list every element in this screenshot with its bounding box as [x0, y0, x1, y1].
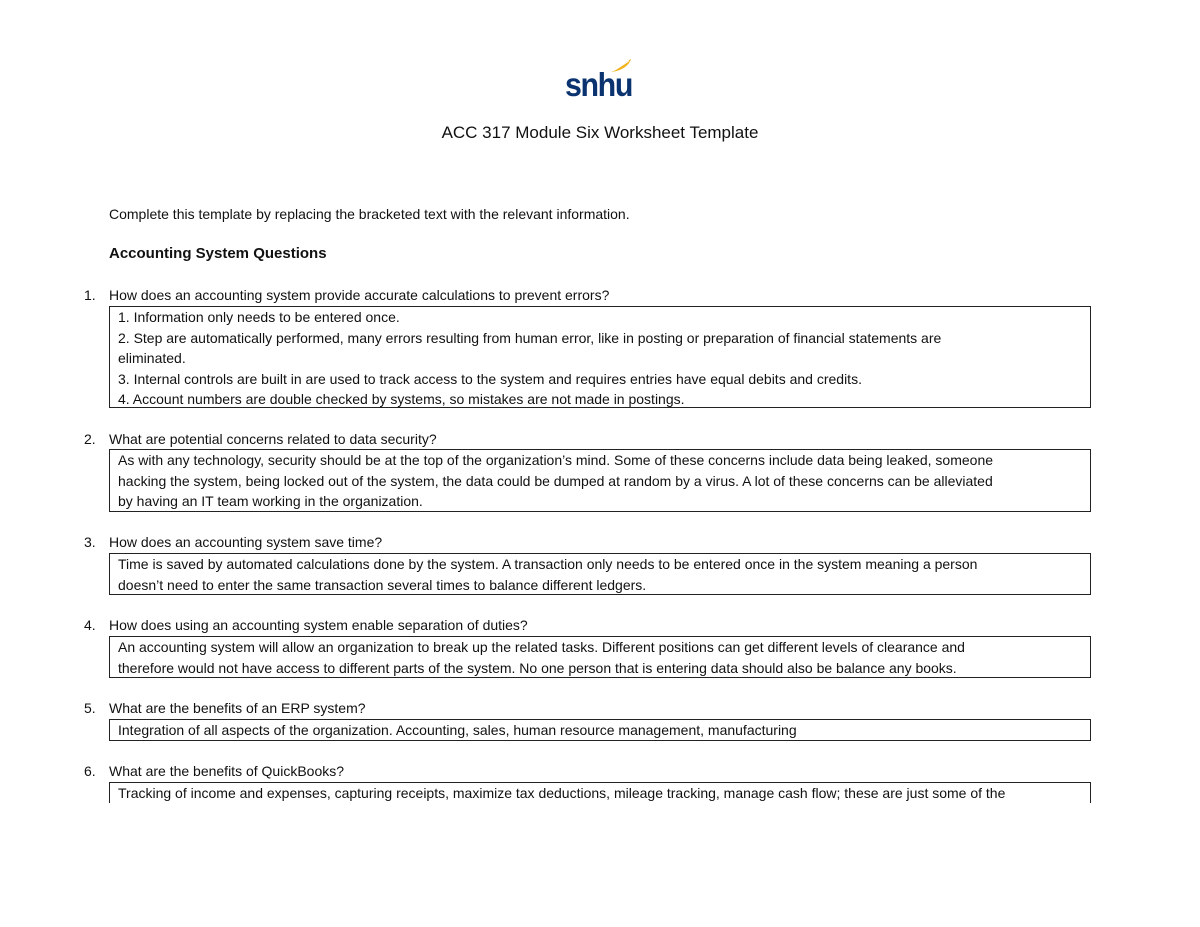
question-text: How does an accounting system save time?: [109, 534, 383, 550]
section-heading: Accounting System Questions: [109, 245, 327, 262]
logo-text: snhu: [565, 66, 633, 103]
answer-line: 2. Step are automatically performed, many errors resulting from human error, like in posting or preparation of financial statements are: [118, 329, 942, 346]
question-number: 5.: [84, 700, 96, 716]
answer-line: 4. Account numbers are double checked by systems, so mistakes are not made in postings.: [118, 391, 685, 407]
answer-line: Integration of all aspects of the organization. Accounting, sales, human resource management, manufacturing: [118, 722, 797, 738]
answer-box-3[interactable]: [109, 553, 1091, 595]
answer-box-6[interactable]: [109, 782, 1091, 803]
snhu-logo: [565, 58, 633, 104]
answer-box-5[interactable]: [109, 719, 1091, 741]
answer-line: Tracking of income and expenses, capturing receipts, maximize tax deductions, mileage tracking, manage cash flow; these are just some of the: [118, 785, 1006, 801]
answer-line: As with any technology, security should be at the top of the organization’s mind. Some of these concerns include data being leaked, someone: [118, 452, 994, 468]
answer-line: doesn’t need to enter the same transaction several times to balance different ledgers.: [118, 576, 647, 593]
question-text: How does an accounting system provide accurate calculations to prevent errors?: [109, 287, 610, 303]
question-number: 4.: [84, 617, 96, 633]
question-text: What are the benefits of an ERP system?: [109, 700, 366, 716]
answer-box-4[interactable]: [109, 636, 1091, 678]
answer-box-1[interactable]: [109, 306, 1091, 408]
question-text: What are the benefits of QuickBooks?: [109, 763, 345, 779]
question-number: 2.: [84, 431, 96, 447]
question-text: How does using an accounting system enable separation of duties?: [109, 617, 528, 633]
intro-text: Complete this template by replacing the bracketed text with the relevant information.: [109, 206, 630, 222]
page-title: ACC 317 Module Six Worksheet Template: [441, 123, 759, 142]
answer-line: eliminated.: [118, 350, 186, 366]
answer-line: Time is saved by automated calculations done by the system. A transaction only needs to be entered once in the system meaning a person: [118, 556, 978, 572]
question-number: 3.: [84, 534, 96, 550]
question-number: 1.: [84, 287, 96, 303]
answer-line: hacking the system, being locked out of the system, the data could be dumped at random by a virus. A lot of these concerns can be alleviated: [118, 472, 993, 489]
answer-line: An accounting system will allow an organization to break up the related tasks. Different positions can get different levels of clearance and: [118, 639, 965, 655]
answer-line: 3. Internal controls are built in are used to track access to the system and requires entries have equal debits and credits.: [118, 370, 862, 387]
answer-line: by having an IT team working in the organization.: [118, 493, 423, 509]
answer-box-2[interactable]: [109, 449, 1091, 512]
answer-line: 1. Information only needs to be entered once.: [118, 309, 400, 325]
question-text: What are potential concerns related to data security?: [109, 431, 437, 447]
question-number: 6.: [84, 763, 96, 779]
answer-line: therefore would not have access to different parts of the system. No one person that is entering data should also be balance any books.: [118, 659, 957, 676]
